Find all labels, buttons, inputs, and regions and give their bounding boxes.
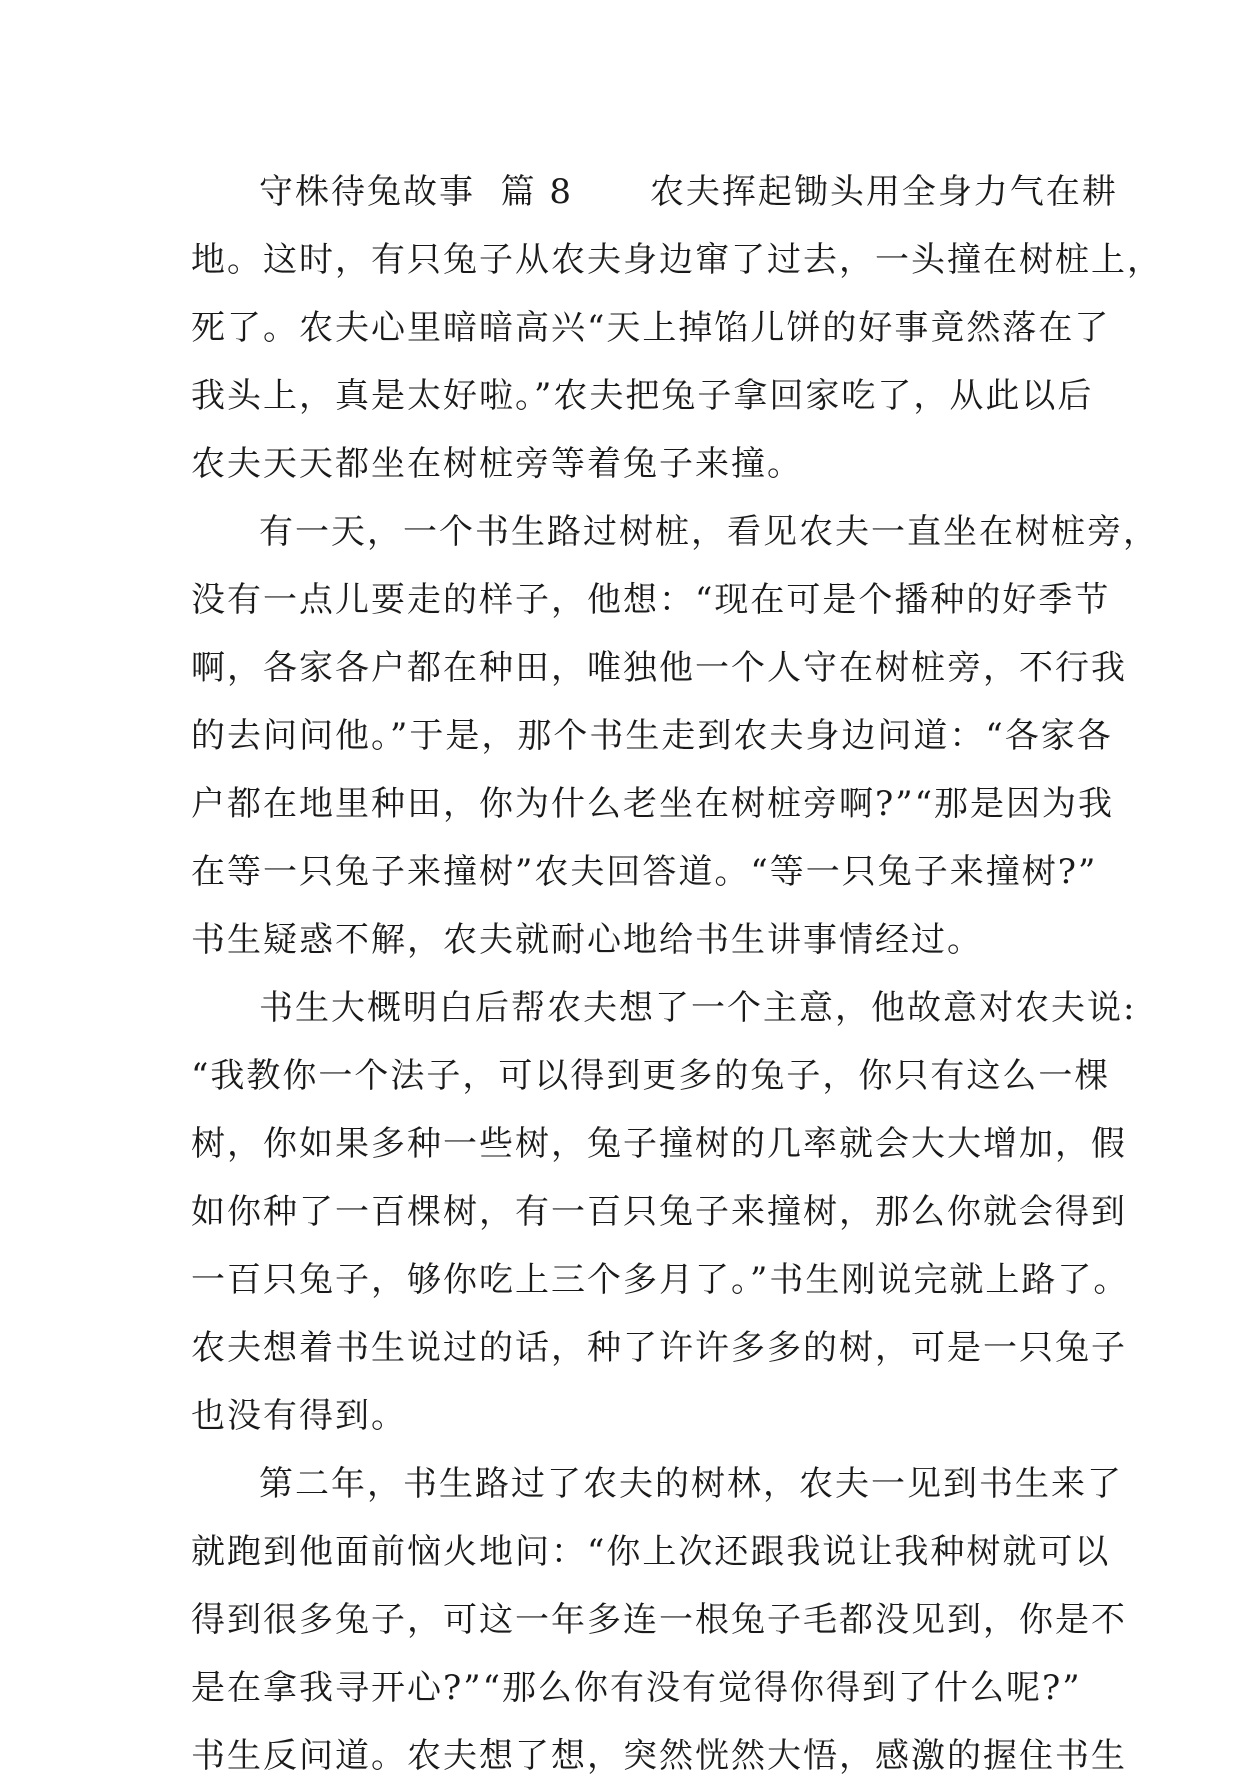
text-line: 书生反问道。农夫想了想，突然恍然大悟，感激的握住书生 [191, 1736, 1127, 1776]
text-line: “我教你一个法子，可以得到更多的兔子，你只有这么一棵 [191, 1056, 1111, 1096]
text-line: 的去问问他。”于是，那个书生走到农夫身边问道：“各家各 [191, 716, 1113, 756]
text-line: 书生大概明白后帮农夫想了一个主意，他故意对农夫说: [259, 988, 1137, 1028]
text-line: 有一天，一个书生路过树桩，看见农夫一直坐在树桩旁， [259, 512, 1159, 552]
text-line: 树，你如果多种一些树，兔子撞树的几率就会大大增加，假 [191, 1124, 1127, 1164]
text-line: 也没有得到。 [191, 1396, 407, 1436]
text-line: 死了。农夫心里暗暗高兴“天上掉馅儿饼的好事竟然落在了 [191, 308, 1111, 348]
text-line: 在等一只兔子来撞树”农夫回答道。“等一只兔子来撞树?” [191, 852, 1098, 892]
text-line: 第二年，书生路过了农夫的树林，农夫一见到书生来了 [259, 1464, 1123, 1504]
text-line: 农夫想着书生说过的话，种了许许多多的树，可是一只兔子 [191, 1328, 1127, 1368]
text-line: 就跑到他面前恼火地问：“你上次还跟我说让我种树就可以 [191, 1532, 1111, 1572]
text-line: 守株待兔故事 篇 8 农夫挥起锄头用全身力气在耕 [259, 172, 1118, 212]
text-line: 是在拿我寻开心?”“那么你有没有觉得你得到了什么呢?” [191, 1668, 1082, 1708]
text-line: 户都在地里种田，你为什么老坐在树桩旁啊?”“那是因为我 [191, 784, 1114, 824]
text-line: 书生疑惑不解，农夫就耐心地给书生讲事情经过。 [191, 920, 983, 960]
story-text [191, 158, 1163, 1790]
text-line: 啊，各家各户都在种田，唯独他一个人守在树桩旁，不行我 [191, 648, 1127, 688]
text-line: 如你种了一百棵树，有一百只兔子来撞树，那么你就会得到 [191, 1192, 1127, 1232]
text-line: 得到很多兔子，可这一年多连一根兔子毛都没见到，你是不 [191, 1600, 1127, 1640]
text-line: 没有一点儿要走的样子，他想：“现在可是个播种的好季节 [191, 580, 1111, 620]
text-line: 我头上，真是太好啦。”农夫把兔子拿回家吃了，从此以后 [191, 376, 1094, 416]
text-line: 地。这时，有只兔子从农夫身边窜了过去，一头撞在树桩上， [191, 240, 1163, 280]
text-line: 农夫天天都坐在树桩旁等着兔子来撞。 [191, 444, 803, 484]
text-line: 一百只兔子，够你吃上三个多月了。”书生刚说完就上路了。 [191, 1260, 1130, 1300]
